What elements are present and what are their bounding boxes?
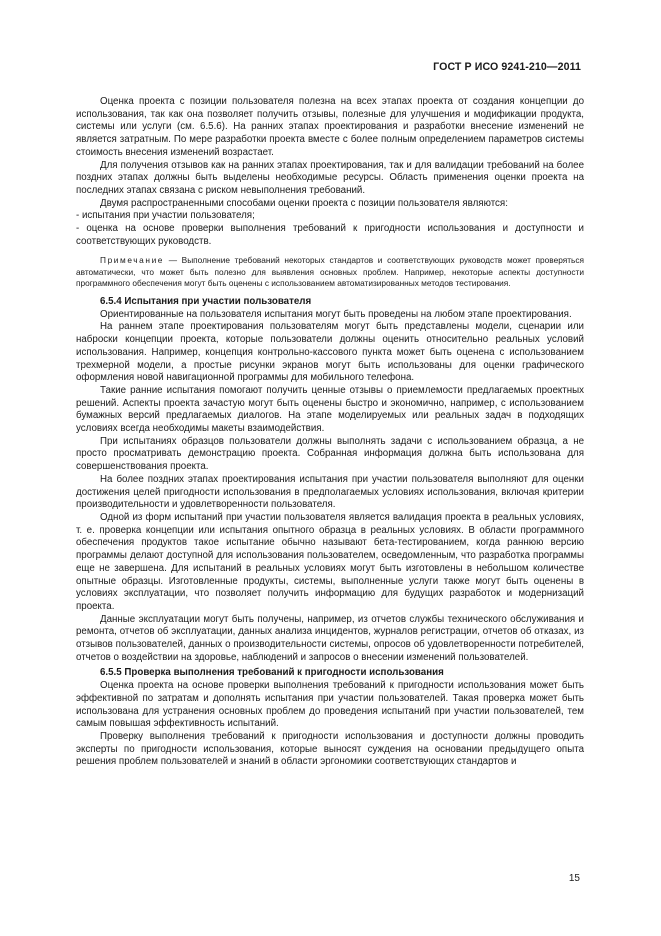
page-header-standard: ГОСТ Р ИСО 9241-210—2011 <box>433 61 581 73</box>
paragraph-experts-inspection: Проверку выполнения требований к пригодности использования и доступности должны проводить эксперты по пригодности использования, которые выносят суждения на основании предыдущего опыта решения проблем пользователей и знаний в области эргономики соответствующих стандартов и <box>76 730 584 768</box>
paragraph-prototype-testing: При испытаниях образцов пользователи должны выполнять задачи с использованием образца, а не просто просматривать демонстрацию проекта. Собранная информация должна быть использована для совершенствования проекта. <box>76 435 584 473</box>
page-number: 15 <box>568 873 580 884</box>
paragraph-later-stages: На более поздних этапах проектирования испытания при участии пользователя выполняют для оценки достижения целей пригодности использования в предполагаемых условиях использования, включая критерии производительности и удовлетворенности пользователя. <box>76 473 584 511</box>
paragraph-field-validation: Одной из форм испытаний при участии пользователя является валидация проекта в реальных условиях, т. е. проверка концепции или испытания опытного образца в реальных условиях. В области программного обеспечения продуктов такое испытание обычно называют бета-тестированием, когда раннюю версию программы делают доступной для использования пользователем, осведомленным, что разработка программы еще не завершена. Для испытаний в реальных условиях могут быть изготовлены в небольшом количестве опытные образцы. Изготовленные продукты, системы, выполненные услуги также могут быть оценены в условиях эксплуатации, что позволяет получить информацию для будущих разработок и модернизаций проекта. <box>76 512 584 612</box>
list-item-inspection: - оценка на основе проверки выполнения требований к пригодности использования и доступности и соответствующих руководств. <box>76 223 584 247</box>
paragraph-user-evaluation: Оценка проекта с позиции пользователя полезна на всех этапах проекта от создания концепции до использования, так как она позволяет получить отзывы, полезные для улучшения и модификации продукта, системы или услуги (см. 6.5.6). На ранних этапах проектирования и разработки внесение изменений не является затратным. По мере разработки проекта вместе с более полным определением параметров системы стоимость внесения изменений возрастает. <box>76 96 584 158</box>
page-body <box>76 96 584 769</box>
section-heading-6-5-5: 6.5.5 Проверка выполнения требований к пригодности использования <box>100 667 444 679</box>
note-text: — Выполнение требований некоторых стандартов и соответствующих руководств может проверяться автоматически, что может быть полезно для выявления основных проблем. Например, некоторые аспекты доступности программного обеспечения могут быть оценены с использованием автоматизированных методов тестирования. <box>76 255 584 288</box>
list-item-user-testing: - испытания при участии пользователя; <box>76 210 255 222</box>
paragraph-early-stage: На раннем этапе проектирования пользователям могут быть представлены модели, сценарии или наброски концепции проекта, которые пользователи должны оценить относительно реальных условий использования. Например, концепция контрольно-кассового пункта может быть оценена с использованием трехмерной модели, а простые рисунки экранов могут быть использованы для оценки графического оформления новой навигационной программы для мобильного телефона. <box>76 321 584 384</box>
note-paragraph <box>76 255 584 289</box>
paragraph-early-testing: Такие ранние испытания помогают получить ценные отзывы о приемлемости предлагаемых проектных решений. Аспекты проекта зачастую могут быть оценены быстро и экономично, например, с использованием бумажных версий предлагаемых диалогов. На этапе моделируемых или реальных задач в подходящих условиях всегда необходимы макеты взаимодействия. <box>76 384 584 435</box>
paragraph-user-centred-testing: Ориентированные на пользователя испытания могут быть проведены на любом этапе проектирования. <box>100 308 572 320</box>
paragraph-feedback-resources: Для получения отзывов как на ранних этапах проектирования, так и для валидации требований на более поздних этапах должны быть выделены необходимые ресурсы. Область применения оценки проекта на последних этапах связана с риском невыполнения требований. <box>76 159 584 196</box>
paragraph-two-methods: Двумя распространенными способами оценки проекта с позиции пользователя являются: <box>100 197 508 209</box>
paragraph-inspection-evaluation: Оценка проекта на основе проверки выполнения требований к пригодности использования может быть эффективной по затратам и дополнять испытания при участии пользователей. Такая проверка может быть использована для устранения основных проблем до проведения испытаний при участии пользователей, тем самым повышая эффективность испытаний. <box>76 680 584 730</box>
section-heading-6-5-4: 6.5.4 Испытания при участии пользователя <box>100 296 312 308</box>
paragraph-operation-data: Данные эксплуатации могут быть получены, например, из отчетов службы технического обслуживания и ремонта, отчетов об эксплуатации, данных анализа инцидентов, журналов регистрации, отчетов об отказах, из отзывов пользователей, данных о производительности системы, опросов об удовлетворенности потребителей, отчетов о воздействии на здоровье, наблюдений и запросов о внесении изменений пользователей. <box>76 613 584 663</box>
note-label: Примечание <box>100 255 165 266</box>
